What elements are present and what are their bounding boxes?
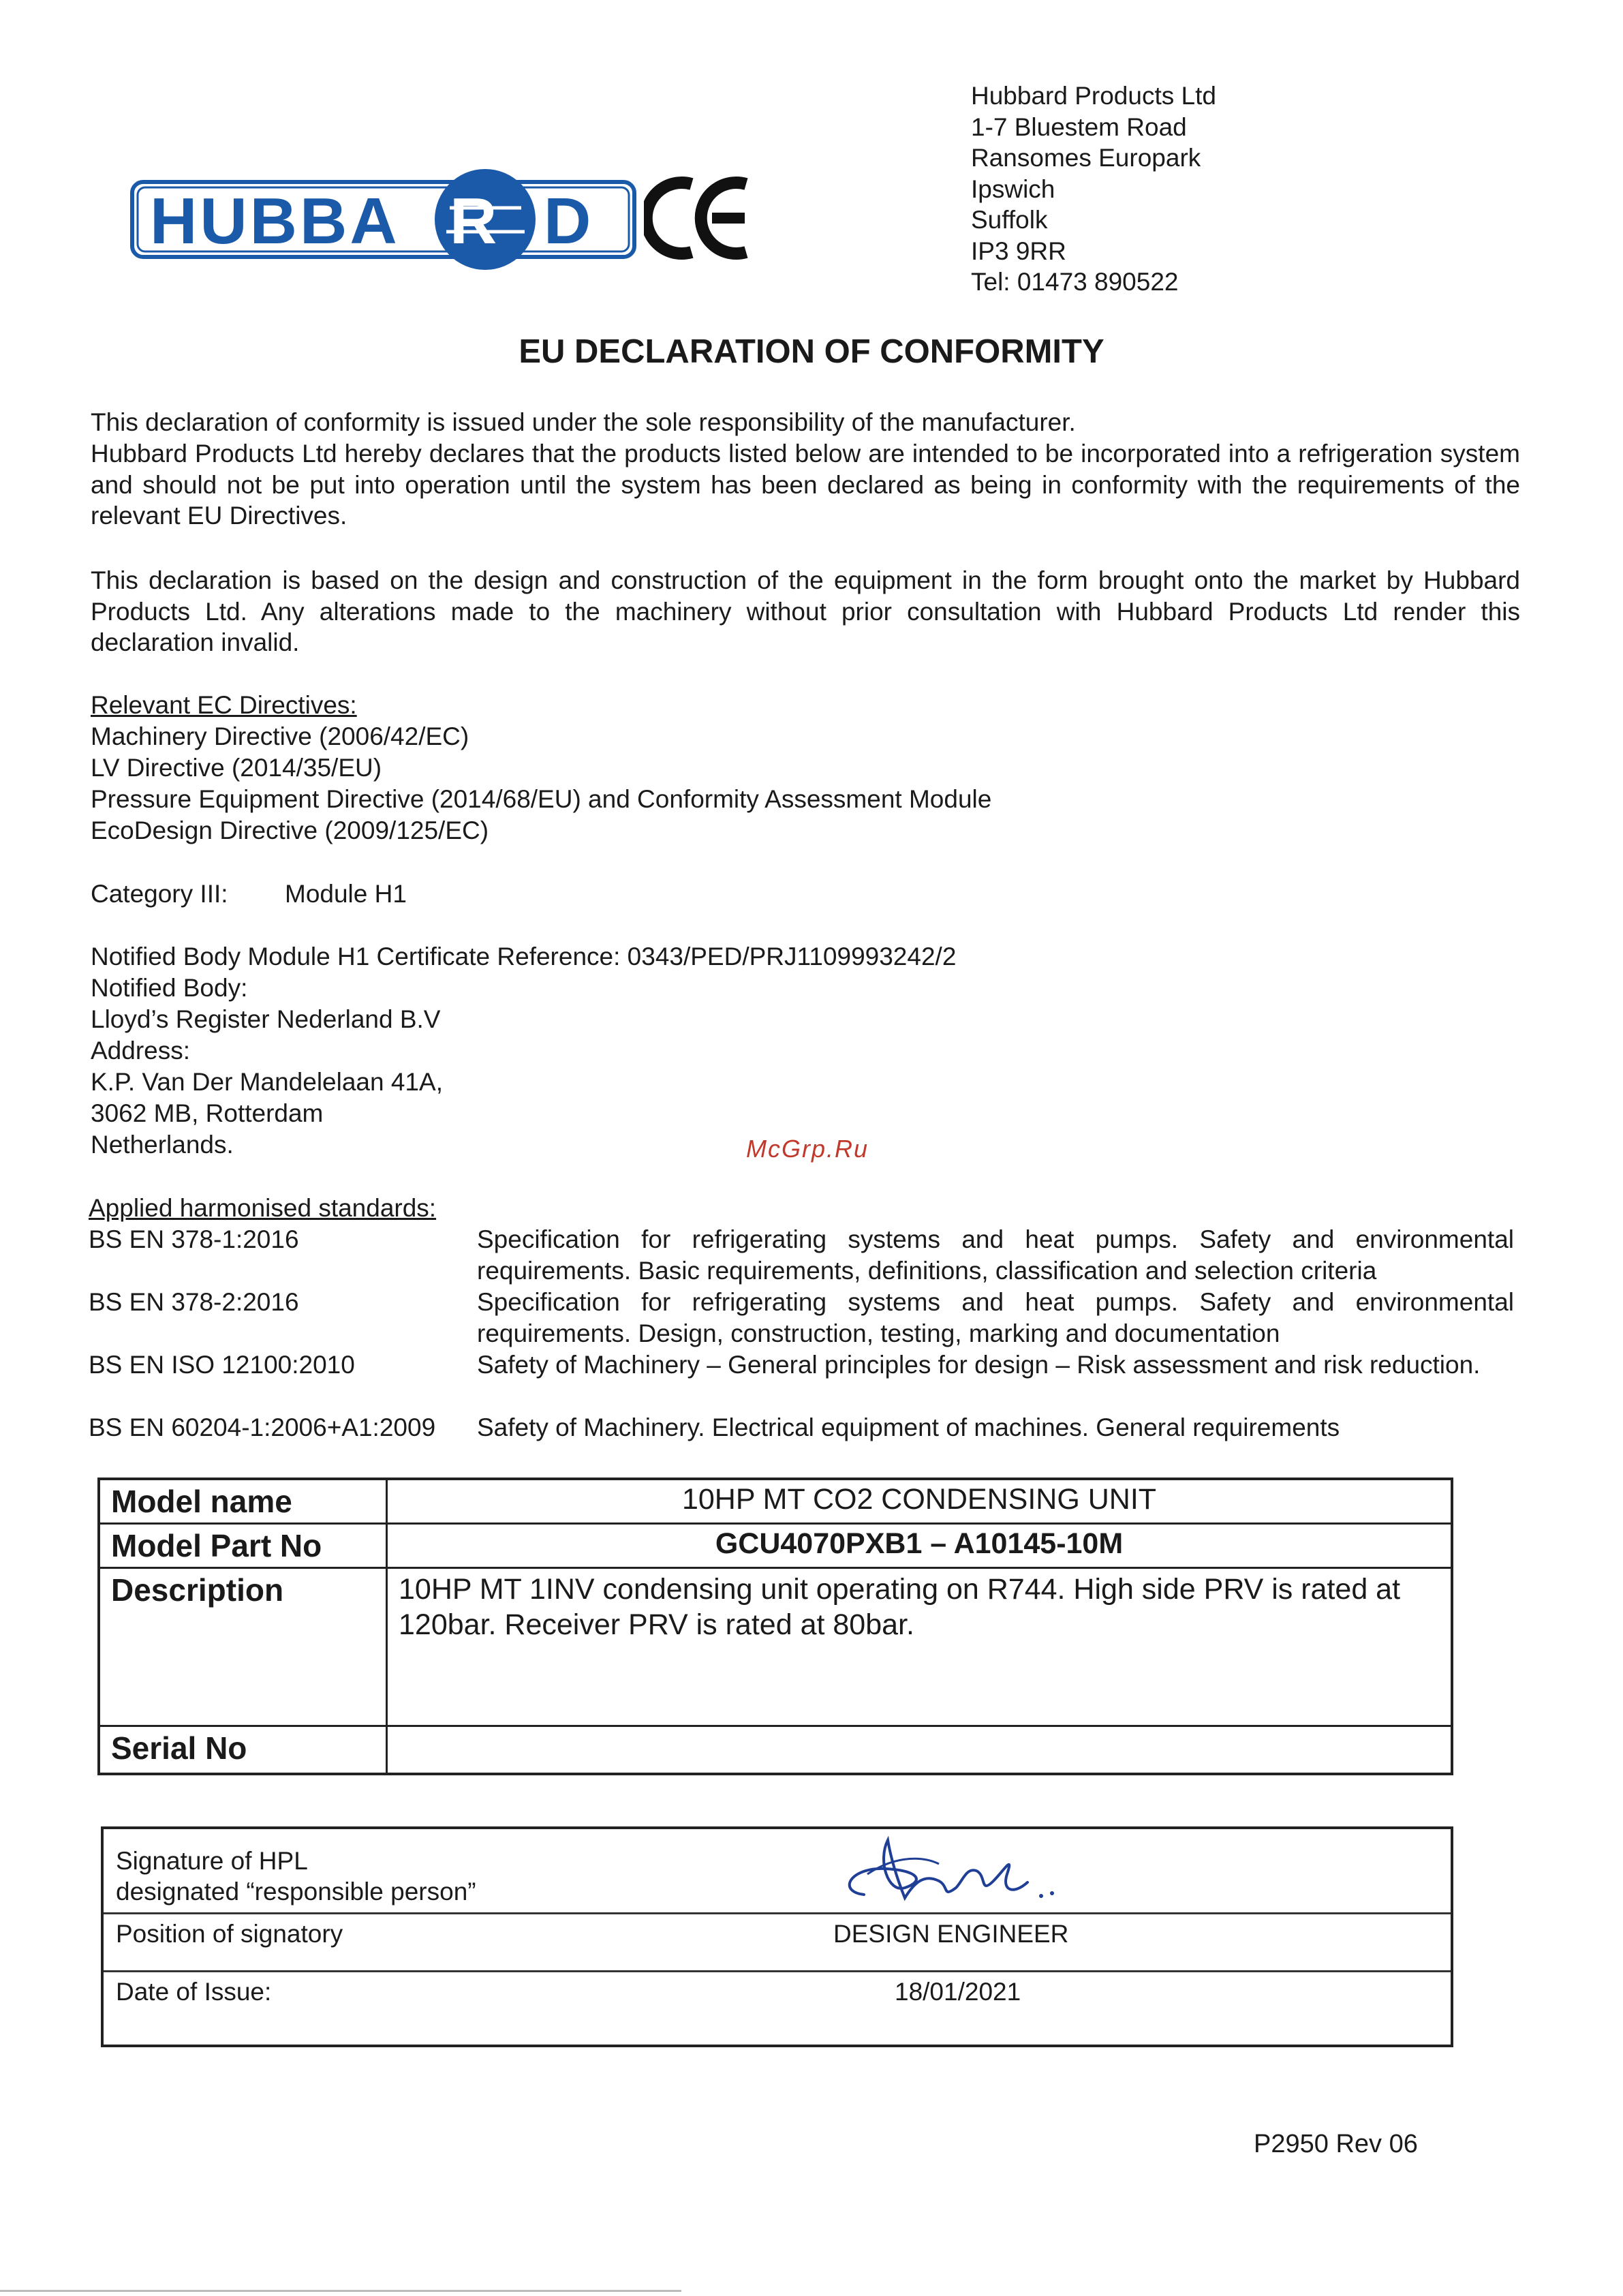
model-part-value: GCU4070PXB1 – A10145-10M: [387, 1524, 1453, 1568]
svg-text:HUBBA: HUBBA: [150, 185, 400, 258]
address-line: 1-7 Bluestem Road: [971, 112, 1187, 141]
directive-item: Machinery Directive (2006/42/EC): [91, 722, 469, 750]
hubbard-logo: [129, 167, 637, 273]
standard-description: Specification for refrigerating systems and heat pumps. Safety and environmental requirements. Basic requirements, definitions, classification and selection criteria: [477, 1225, 1514, 1285]
handwritten-signature: [823, 1833, 1082, 1908]
standard-code: BS EN 378-1:2016: [89, 1225, 299, 1253]
notified-body-name: Lloyd’s Register Nederland B.V: [91, 1005, 441, 1033]
standard-description: Safety of Machinery – General principles for design – Risk assessment and risk reduction.: [477, 1351, 1481, 1379]
directive-item: EcoDesign Directive (2009/125/EC): [91, 816, 489, 844]
table-row: [102, 1971, 1452, 2046]
standard-code: BS EN ISO 12100:2010: [89, 1351, 355, 1379]
intro-paragraph: Hubbard Products Ltd hereby declares that the products listed below are intended to be incorporated into a refrigeration system and should not be put into operation until the system has been declared as being in conformity with the requirements of the relevant EU Directives.: [91, 440, 1520, 530]
address-line: Ipswich: [971, 174, 1055, 203]
notified-address-line: K.P. Van Der Mandelelaan 41A,: [91, 1068, 443, 1096]
address-line: Suffolk: [971, 206, 1048, 234]
model-name-label: Model name: [99, 1479, 387, 1524]
directive-item: Pressure Equipment Directive (2014/68/EU) and Conformity Assessment Module: [91, 785, 992, 813]
signature-table: [101, 1826, 1453, 2047]
document-title: EU DECLARATION OF CONFORMITY: [519, 333, 1104, 370]
standard-description: Safety of Machinery. Electrical equipment of machines. General requirements: [477, 1413, 1340, 1441]
notified-address-line: 3062 MB, Rotterdam: [91, 1099, 324, 1127]
signature-label: designated “responsible person”: [116, 1878, 476, 1905]
category-label: Category III:: [91, 880, 228, 908]
address-line: Hubbard Products Ltd: [971, 82, 1216, 110]
document-reference: P2950 Rev 06: [1254, 2130, 1418, 2158]
directives-heading: Relevant EC Directives:: [91, 691, 357, 719]
table-row: [99, 1568, 1452, 1726]
standard-description: Specification for refrigerating systems and heat pumps. Safety and environmental requirements. Design, construction, testing, marking and documentation: [477, 1288, 1514, 1347]
signature-label-cell: [102, 1828, 687, 1913]
notified-body-label: Notified Body:: [91, 974, 248, 1002]
divider: [0, 2290, 681, 2292]
model-name-value: 10HP MT CO2 CONDENSING UNIT: [387, 1479, 1453, 1524]
address-label: Address:: [91, 1037, 191, 1065]
standard-code: BS EN 378-2:2016: [89, 1288, 299, 1316]
category-value: Module H1: [285, 880, 407, 908]
table-row: [102, 1828, 1452, 1913]
table-row: [99, 1479, 1452, 1524]
serial-value: [387, 1726, 1453, 1774]
model-part-label: Model Part No: [99, 1524, 387, 1568]
standards-heading: Applied harmonised standards:: [89, 1194, 437, 1222]
table-row: [99, 1524, 1452, 1568]
date-value: 18/01/2021: [687, 1971, 1452, 2046]
certificate-reference: Notified Body Module H1 Certificate Reference: 0343/PED/PRJ1109993242/2: [91, 943, 957, 970]
address-line: Ransomes Europark: [971, 144, 1201, 172]
company-address: [971, 80, 1216, 298]
design-paragraph: This declaration is based on the design and construction of the equipment in the form brought onto the market by Hubbard Products Ltd. Any alterations made to the machinery without prior consultation with Hubbard Products Ltd render this declaration invalid.: [91, 566, 1520, 656]
position-label: Position of signatory: [102, 1913, 687, 1971]
date-label: Date of Issue:: [102, 1971, 687, 2046]
signature-cell: [687, 1828, 1452, 1913]
position-value: DESIGN ENGINEER: [687, 1913, 1452, 1971]
standard-code: BS EN 60204-1:2006+A1:2009: [89, 1413, 436, 1441]
description-label: Description: [99, 1568, 387, 1726]
address-line: IP3 9RR: [971, 236, 1066, 265]
signature-label: Signature of HPL: [116, 1847, 308, 1875]
serial-label: Serial No: [99, 1726, 387, 1774]
address-line: Tel: 01473 890522: [971, 268, 1179, 296]
description-value: 10HP MT 1INV condensing unit operating on R744. High side PRV is rated at 120bar. Receiver PRV is rated at 80bar.: [387, 1568, 1453, 1726]
notified-address-line: Netherlands.: [91, 1131, 234, 1159]
svg-text:R: R: [450, 185, 497, 258]
model-table: [97, 1478, 1453, 1775]
table-row: [102, 1913, 1452, 1971]
directive-item: LV Directive (2014/35/EU): [91, 754, 382, 782]
table-row: [99, 1726, 1452, 1774]
ce-mark-icon: [644, 167, 753, 269]
svg-text:D: D: [544, 185, 591, 258]
intro-line: This declaration of conformity is issued under the sole responsibility of the manufacturer.: [91, 408, 1076, 436]
watermark-text: McGrp.Ru: [746, 1135, 869, 1163]
